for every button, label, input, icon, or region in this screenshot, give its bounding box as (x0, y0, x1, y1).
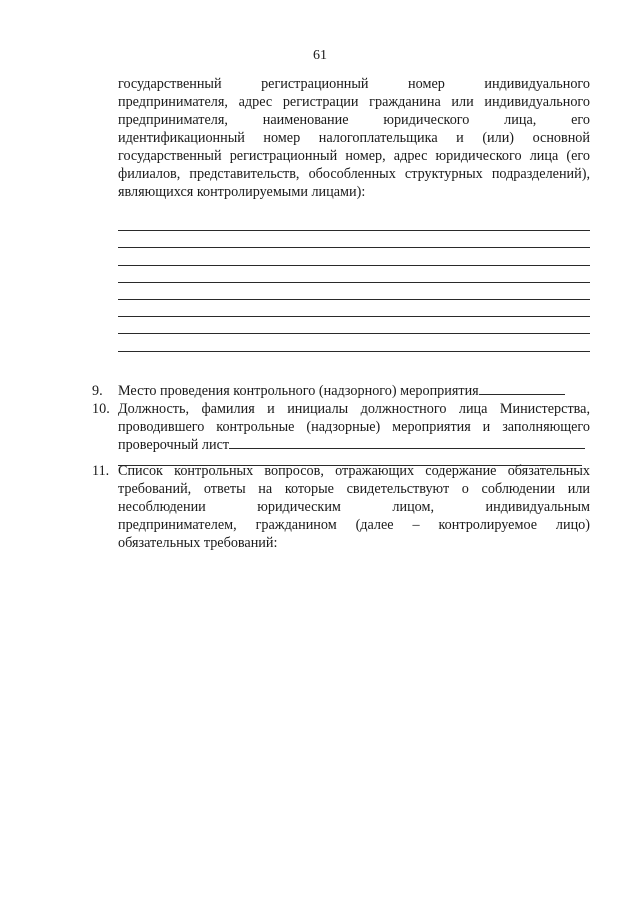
blank-fill-line[interactable] (118, 248, 590, 265)
item-line: предпринимателем, гражданином (далее – контролируемое лицо) (118, 517, 590, 533)
blank-fill-line[interactable] (118, 300, 590, 317)
item-line: проводившего контрольные (надзорные) мероприятия и заполняющего (118, 419, 590, 435)
item-number: 11. (92, 463, 110, 479)
blank-fill-line[interactable] (118, 214, 590, 231)
intro-line: идентификационный номер налогоплательщика и (или) основной (118, 130, 590, 146)
blank-fill-line[interactable] (118, 317, 590, 334)
intro-line: государственный регистрационный номер индивидуального (118, 76, 590, 92)
blank-fill-line[interactable] (118, 266, 590, 283)
intro-line: являющихся контролируемыми лицами): (118, 184, 366, 200)
item-line: Должность, фамилия и инициалы должностного лица Министерства, (118, 401, 590, 417)
intro-line: государственный регистрационный номер, адрес юридического лица (его (118, 148, 590, 164)
item-11-questions (92, 462, 590, 552)
page-number: 61 (313, 48, 327, 63)
item-line: требований, ответы на которые свидетельствуют о соблюдении или (118, 481, 590, 497)
intro-paragraph (118, 75, 590, 201)
item-number: 10. (92, 401, 110, 417)
blank-fill-line[interactable] (118, 334, 590, 351)
location-fill-line[interactable] (479, 382, 565, 395)
item-line (118, 382, 590, 400)
item-10-official (92, 400, 590, 454)
item-line (118, 436, 590, 454)
intro-line: филиалов, представительств, обособленных структурных подразделений), (118, 166, 590, 182)
official-fill-line[interactable] (229, 436, 585, 449)
intro-line: предпринимателя, наименование юридического лица, его (118, 112, 590, 128)
item-number: 9. (92, 383, 103, 399)
item-9-location (92, 382, 590, 400)
item-line: Список контрольных вопросов, отражающих содержание обязательных (118, 463, 590, 479)
item-text: проверочный лист (118, 437, 230, 453)
item-text: Место проведения контрольного (надзорного) мероприятия (118, 383, 479, 399)
item-line: несоблюдении юридическим лицом, индивидуальным (118, 499, 590, 515)
blank-fill-line[interactable] (118, 231, 590, 248)
blank-fill-line[interactable] (118, 283, 590, 300)
controlled-persons-fill-area[interactable] (118, 214, 590, 352)
item-line: обязательных требований: (118, 535, 278, 551)
intro-line: предпринимателя, адрес регистрации гражданина или индивидуального (118, 94, 590, 110)
